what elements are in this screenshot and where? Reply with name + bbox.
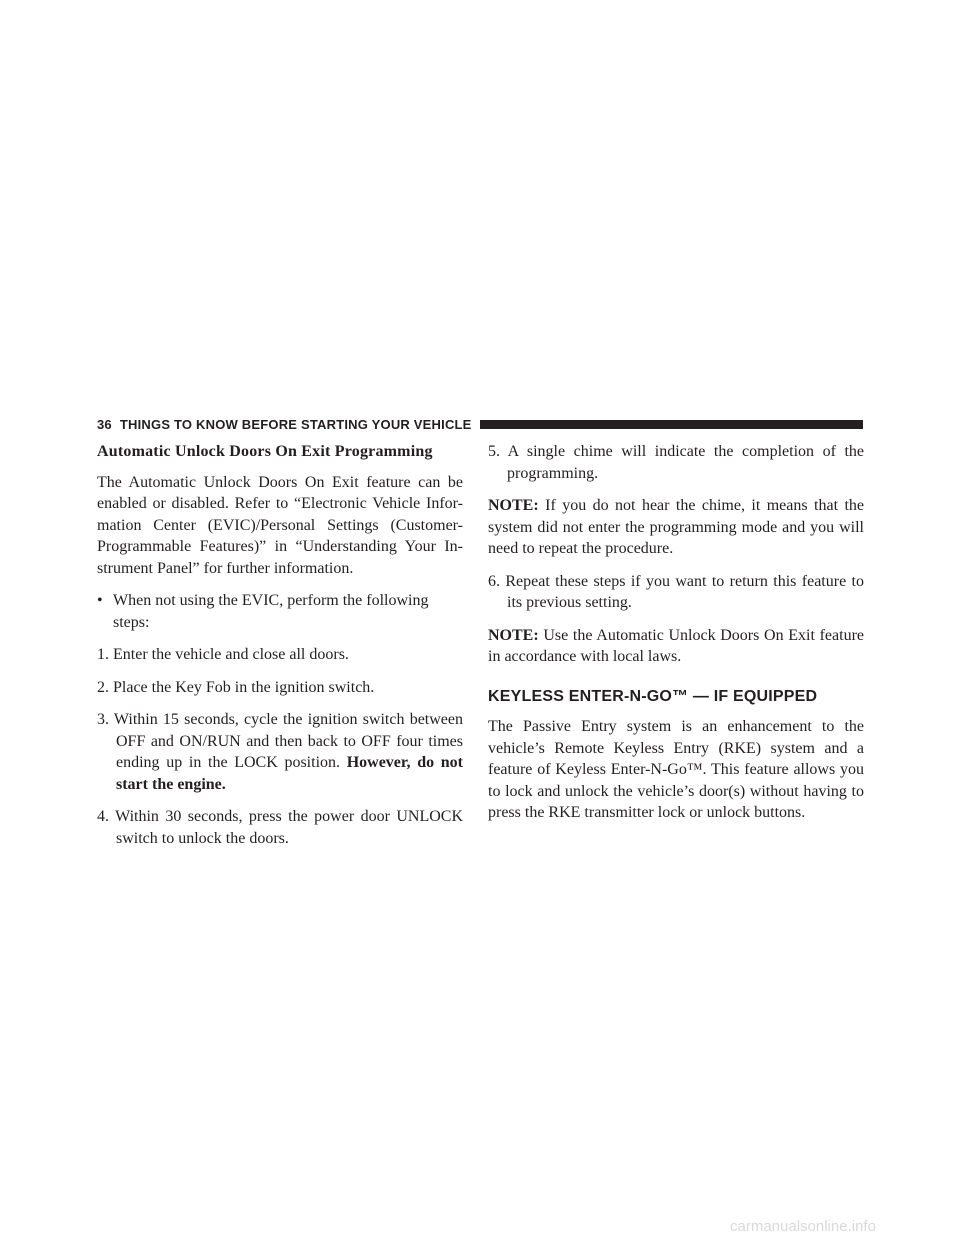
note-1-text: If you do not hear the chime, it means that the system did not enter the programming mode and you will need to repeat the procedure. (488, 497, 865, 557)
chapter-title: THINGS TO KNOW BEFORE STARTING YOUR VEHICLE (119, 416, 472, 432)
left-column (97, 441, 463, 860)
note-1 (488, 495, 864, 560)
intro-paragraph: The Automatic Unlock Doors On Exit feature can be enabled or disabled. Refer to “Electronic Vehicle Infor-mation Center (EVIC)/Personal Settings (Customer-Programmable Features)” in “Understanding Your In-strument Panel” for further information. (97, 473, 463, 577)
section-heading: KEYLESS ENTER-N-GO™ — IF EQUIPPED (488, 687, 818, 705)
step-3-warning: However, do not start the engine. (116, 754, 463, 793)
step-1: 1. Enter the vehicle and close all doors. (97, 646, 349, 663)
bullet-text: When not using the EVIC, perform the following steps: (113, 592, 429, 631)
step-4: 4. Within 30 seconds, press the power door UNLOCK switch to unlock the doors. (97, 808, 463, 847)
note-2-label: NOTE: (488, 626, 539, 644)
bullet-item (97, 590, 463, 633)
note-1-label: NOTE: (488, 497, 539, 514)
step-3 (97, 709, 463, 795)
step-2: 2. Place the Key Fob in the ignition switch. (97, 678, 375, 696)
section-subheading: Automatic Unlock Doors On Exit Programming (97, 443, 433, 460)
page-number: 36 (97, 416, 112, 432)
step-5: 5. A single chime will indicate the completion of the programming. (488, 443, 864, 482)
header-rule (480, 420, 863, 429)
watermark: carmanualsonline.info (730, 1218, 876, 1235)
right-column (488, 441, 864, 835)
step-3-text: 3. Within 15 seconds, cycle the ignition switch between OFF and ON/RUN and then back to OFF four times ending up in the LOCK position. (97, 711, 463, 771)
note-2-text: Use the Automatic Unlock Doors On Exit feature in accordance with local laws. (488, 626, 865, 665)
note-2 (488, 625, 864, 668)
section-body: The Passive Entry system is an enhancement to the vehicle’s Remote Keyless Entry (RKE) system and a feature of Keyless Enter-N-Go™. This feature allows you to lock and unlock the vehicle’s door(s) without having to press the RKE transmitter lock or unlock buttons. (488, 718, 864, 821)
bullet-icon: • (97, 592, 103, 609)
step-6: 6. Repeat these steps if you want to return this feature to its previous setting. (488, 572, 864, 611)
page-header (97, 415, 863, 433)
